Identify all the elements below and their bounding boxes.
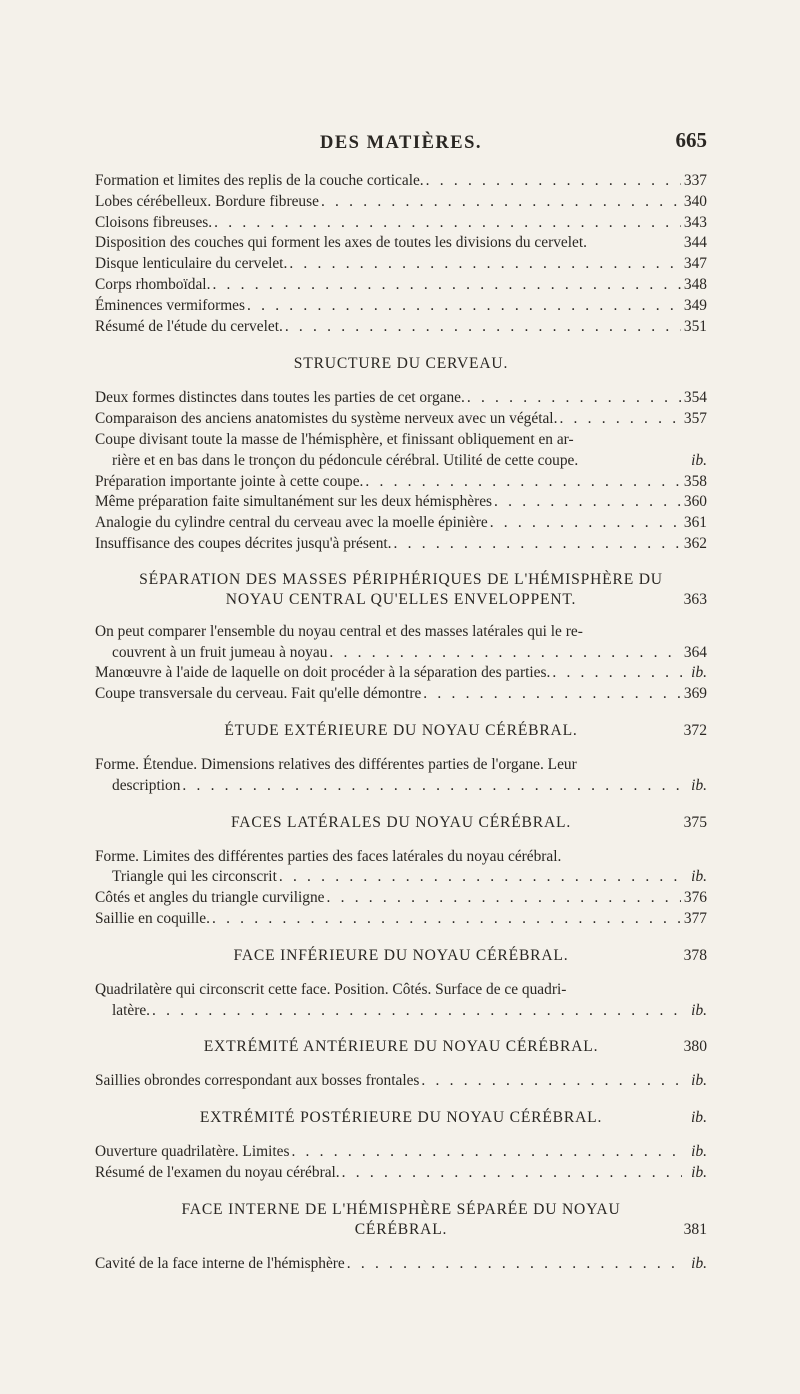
entry-page-number: ib. — [691, 776, 707, 794]
entry-text: Forme. Étendue. Dimensions relatives des différentes parties de l'organe. Leur — [95, 755, 577, 773]
dot-leader — [467, 388, 681, 409]
entry-text: Comparaison des anciens anatomistes du système nerveux avec un végétal. — [95, 410, 558, 428]
entry-list-separation — [95, 622, 707, 705]
dot-leader — [289, 254, 681, 275]
section-heading-separation — [95, 570, 707, 610]
dot-leader — [552, 663, 682, 684]
section-heading-face-inferieure — [95, 946, 707, 966]
entry-text: Coupe transversale du cerveau. Fait qu'elle démontre — [95, 685, 422, 703]
index-entry — [95, 171, 707, 192]
index-entry — [95, 1254, 707, 1275]
entry-page-number: ib. — [691, 1072, 707, 1090]
entry-page-number: 357 — [683, 410, 707, 428]
entry-list-structure — [95, 388, 707, 554]
index-entry — [95, 909, 707, 930]
entry-page-number: 369 — [683, 685, 707, 703]
dot-leader — [365, 472, 681, 493]
dot-leader — [279, 867, 682, 888]
section-page-number: ib. — [690, 1109, 707, 1127]
index-entry — [95, 388, 707, 409]
index-entry — [95, 296, 707, 317]
entry-page-number: 349 — [683, 296, 707, 314]
entry-page-number: 337 — [683, 172, 707, 189]
dot-leader — [494, 492, 681, 513]
entry-page-number: 343 — [683, 213, 707, 231]
entry-text: Côtés et angles du triangle curviligne — [95, 889, 325, 907]
section-heading-extremite-anterieure — [95, 1037, 707, 1057]
entry-text: Saillie en coquille. — [95, 909, 210, 927]
section-heading-structure — [95, 354, 707, 374]
entry-page-number: 361 — [683, 514, 707, 532]
section-heading-line: SÉPARATION DES MASSES PÉRIPHÉRIQUES DE L'HÉMISPHÈRE DU — [139, 570, 663, 588]
page-number: 665 — [675, 128, 707, 152]
section-heading-line: NOYAU CENTRAL QU'ELLES ENVELOPPENT. — [225, 590, 577, 608]
section-page-number: 378 — [683, 946, 707, 964]
section-heading-title: FACES LATÉRALES DU NOYAU CÉRÉBRAL. — [230, 813, 572, 831]
entry-text: rière et en bas dans le tronçon du pédoncule cérébral. Utilité de cette coupe. — [112, 451, 579, 469]
dot-leader — [342, 1163, 682, 1184]
entry-text: Formation et limites des replis de la couche corticale. — [95, 172, 424, 189]
index-entry — [95, 684, 707, 705]
entry-text: Saillies obrondes correspondant aux bosses frontales — [95, 1072, 420, 1090]
entry-text: Triangle qui les circonscrit — [112, 868, 277, 886]
index-entry — [95, 776, 707, 797]
entry-text: Insuffisance des coupes décrites jusqu'à présent. — [95, 534, 392, 552]
section-heading-etude — [95, 721, 707, 741]
section-heading-line: CÉRÉBRAL. — [354, 1220, 448, 1238]
entry-page-number: 377 — [683, 909, 707, 927]
entry-page-number: 364 — [683, 643, 707, 661]
entry-list-face-interne — [95, 1254, 707, 1275]
dot-leader — [291, 1142, 682, 1163]
dot-leader — [214, 213, 681, 234]
entry-list-extremite-anterieure — [95, 1071, 707, 1092]
entry-text: Forme. Limites des différentes parties des faces latérales du noyau cérébral. — [95, 847, 562, 865]
entry-page-number: 360 — [683, 493, 707, 511]
index-entry — [95, 1001, 707, 1022]
entry-text: Corps rhomboïdal. — [95, 275, 211, 293]
section-heading-title: STRUCTURE DU CERVEAU. — [293, 355, 509, 373]
index-page — [95, 125, 707, 1275]
entry-page-number: 340 — [683, 192, 707, 210]
index-entry — [95, 233, 707, 254]
entry-text: Quadrilatère qui circonscrit cette face. Position. Côtés. Surface de ce quadri- — [95, 980, 567, 998]
entry-text: Analogie du cylindre central du cerveau avec la moelle épinière — [95, 514, 488, 532]
index-entry — [95, 1142, 707, 1163]
dot-leader — [421, 1071, 682, 1092]
index-entry — [95, 1163, 707, 1184]
entry-text: latère. — [112, 1001, 151, 1019]
entry-list-extremite-posterieure — [95, 1142, 707, 1184]
index-entry — [95, 254, 707, 275]
entry-text: Préparation importante jointe à cette coupe. — [95, 472, 364, 490]
entry-page-number: ib. — [691, 664, 707, 682]
dot-leader — [212, 909, 681, 930]
section-heading-title: EXTRÉMITÉ POSTÉRIEURE DU NOYAU CÉRÉBRAL. — [199, 1109, 603, 1127]
section-heading-title: ÉTUDE EXTÉRIEURE DU NOYAU CÉRÉBRAL. — [224, 721, 578, 739]
dot-leader — [152, 1001, 682, 1022]
entry-text: Lobes cérébelleux. Bordure fibreuse — [95, 192, 319, 210]
entry-text: description — [112, 776, 181, 794]
section-page-number: 372 — [683, 721, 707, 739]
entry-text: Éminences vermiformes — [95, 296, 246, 314]
dot-leader — [247, 296, 681, 317]
entry-text: Résumé de l'étude du cervelet. — [95, 317, 283, 335]
section-page-number: 375 — [683, 813, 707, 831]
dot-leader — [559, 409, 680, 430]
index-entry — [95, 980, 707, 1001]
entry-text: Cavité de la face interne de l'hémisphère — [95, 1254, 345, 1272]
entry-text: Résumé de l'examen du noyau cérébral. — [95, 1163, 340, 1181]
entry-list-faces-laterales — [95, 847, 707, 930]
entry-list-face-inferieure — [95, 980, 707, 1022]
section-heading-title: FACE INFÉRIEURE DU NOYAU CÉRÉBRAL. — [233, 946, 569, 964]
dot-leader — [423, 684, 681, 705]
dot-leader — [327, 888, 681, 909]
dot-leader — [182, 776, 682, 797]
dot-leader — [426, 171, 681, 192]
index-entry — [95, 513, 707, 534]
dot-leader — [329, 643, 681, 664]
entry-page-number: ib. — [691, 1163, 707, 1181]
entry-text: Coupe divisant toute la masse de l'hémisphère, et finissant obliquement en ar- — [95, 430, 574, 448]
index-entry — [95, 472, 707, 493]
entry-text: Deux formes distinctes dans toutes les parties de cet organe. — [95, 389, 465, 407]
index-entry — [95, 888, 707, 909]
index-entry — [95, 430, 707, 451]
index-entry — [95, 755, 707, 776]
entry-text: On peut comparer l'ensemble du noyau central et des masses latérales qui le re- — [95, 622, 583, 640]
section-page-number: 363 — [683, 590, 707, 608]
entry-page-number: ib. — [691, 1143, 707, 1161]
section-heading-line: FACE INTERNE DE L'HÉMISPHÈRE SÉPARÉE DU NOYAU — [181, 1200, 621, 1218]
entry-page-number: ib. — [691, 451, 707, 469]
section-heading-faces-laterales — [95, 813, 707, 833]
section-heading-face-interne — [95, 1200, 707, 1240]
entry-page-number: 344 — [683, 234, 707, 252]
index-entry — [95, 492, 707, 513]
index-entry — [95, 275, 707, 296]
dot-leader — [285, 317, 681, 338]
entry-list-etude — [95, 755, 707, 797]
entry-text: couvrent à un fruit jumeau à noyau — [112, 643, 328, 661]
entry-page-number: 358 — [683, 472, 707, 490]
entry-page-number: ib. — [691, 1254, 707, 1272]
entry-page-number: 347 — [683, 255, 707, 273]
index-entry — [95, 451, 707, 472]
entry-page-number: 362 — [683, 534, 707, 552]
entry-page-number: 351 — [683, 317, 707, 335]
dot-leader — [212, 275, 680, 296]
entry-text: Disque lenticulaire du cervelet. — [95, 255, 288, 273]
entry-page-number: 348 — [683, 275, 707, 293]
entry-text: Cloisons fibreuses. — [95, 213, 213, 231]
entry-page-number: ib. — [691, 868, 707, 886]
running-head-title: DES MATIÈRES. — [319, 133, 483, 153]
index-entry — [95, 1071, 707, 1092]
entry-text: Même préparation faite simultanément sur les deux hémisphères — [95, 493, 493, 511]
dot-leader — [347, 1254, 682, 1275]
section-page-number: 380 — [683, 1038, 707, 1056]
index-entry — [95, 534, 707, 555]
index-entry — [95, 867, 707, 888]
section-page-number: 381 — [683, 1220, 707, 1238]
section-heading-title: EXTRÉMITÉ ANTÉRIEURE DU NOYAU CÉRÉBRAL. — [203, 1038, 599, 1056]
running-head — [95, 125, 707, 165]
dot-leader — [490, 513, 681, 534]
dot-leader — [321, 192, 681, 213]
entry-text: Ouverture quadrilatère. Limites — [95, 1143, 290, 1161]
index-entry — [95, 213, 707, 234]
section-heading-extremite-posterieure — [95, 1108, 707, 1128]
index-entry — [95, 622, 707, 643]
entry-text: Disposition des couches qui forment les axes de toutes les divisions du cervelet. — [95, 234, 587, 252]
index-entry — [95, 409, 707, 430]
entry-page-number: 354 — [683, 389, 707, 407]
entry-page-number: 376 — [683, 889, 707, 907]
index-entry — [95, 317, 707, 338]
entry-list-cervelet — [95, 171, 707, 337]
dot-leader — [394, 534, 681, 555]
entry-text: Manœuvre à l'aide de laquelle on doit procéder à la séparation des parties. — [95, 664, 551, 682]
index-entry — [95, 847, 707, 868]
index-entry — [95, 192, 707, 213]
entry-page-number: ib. — [691, 1001, 707, 1019]
index-entry — [95, 643, 707, 664]
index-entry — [95, 663, 707, 684]
